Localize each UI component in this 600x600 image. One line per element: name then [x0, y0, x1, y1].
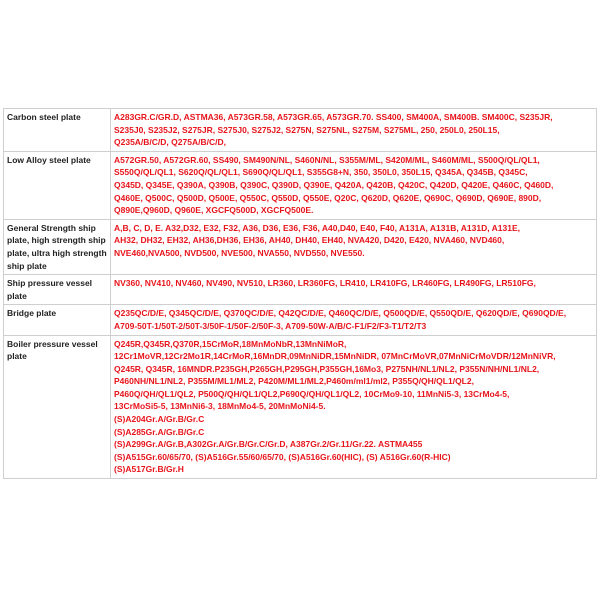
steel-grades-table [3, 108, 597, 479]
grade-line: NVE460,NVA500, NVD500, NVE500, NVA550, NVD550, NVE550. [114, 247, 365, 258]
grade-line: Q890E,Q960D, Q960E, XGCFQ500D, XGCFQ500E. [114, 205, 314, 216]
table-row [4, 219, 597, 274]
grade-line: Q235A/B/C/D, Q275A/B/C/D, [114, 137, 226, 148]
grade-line: P460NH/NL1/NL2, P355M/ML1/ML2, P420M/ML1/ML2,P460m/ml1/ml2, P355Q/QH/QL1/QL2, [114, 376, 474, 387]
table-row [4, 275, 597, 305]
grade-line: Q245R, Q345R, 16MNDR.P235GH,P265GH,P295GH,P355GH,16Mo3, P275NH/NL1/NL2, P355N/NH/NL1/NL2, [114, 363, 540, 374]
grade-line: 12Cr1MoVR,12Cr2Mo1R,14CrMoR,16MnDR,09MnNiDR,15MnNiDR, 07MnCrMoVR,07MnNiCrMoVDR/12MnNiVR, [114, 351, 556, 362]
grade-line: A709-50T-1/50T-2/50T-3/50F-1/50F-2/50F-3, A709-50W-A/B/C-F1/F2/F3-T1/T2/T3 [114, 320, 427, 331]
grade-line: Q345D, Q345E, Q390A, Q390B, Q390C, Q390D, Q390E, Q420A, Q420B, Q420C, Q420D, Q420E, Q460C, Q460D, [114, 179, 554, 190]
grade-line: A572GR.50, A572GR.60, SS490, SM490N/NL, S460N/NL, S355M/ML, S420M/ML, S460M/ML, S500Q/QL/QL1, [114, 154, 540, 165]
category-cell: Bridge plate [4, 305, 111, 335]
grades-cell [111, 109, 597, 152]
grade-line: P460Q/QH/QL1/QL2, P500Q/QH/QL1/QL2,P690Q/QH/QL1/QL2, 10CrMo9-10, 11MnNi5-3, 13CrMo4-5, [114, 388, 510, 399]
grade-line: NV360, NV410, NV460, NV490, NV510, LR360, LR360FG, LR410, LR410FG, LR460FG, LR490FG, LR510FG, [114, 278, 536, 289]
grade-line: S235J0, S235J2, S275JR, S275J0, S275J2, S275N, S275NL, S275M, S275ML, 250, 250L0, 250L15, [114, 124, 500, 135]
grade-line: Q235QC/D/E, Q345QC/D/E, Q370QC/D/E, Q42QC/D/E, Q460QC/D/E, Q500QD/E, Q550QD/E, Q620QD/E, Q690QD/E, [114, 308, 567, 319]
grade-line: Q245R,Q345R,Q370R,15CrMoR,18MnMoNbR,13MnNiMoR, [114, 338, 347, 349]
grade-line: 13CrMoSi5-5, 13MnNi6-3, 18MnMo4-5, 20MnMoNi4-5. [114, 401, 326, 412]
grade-line: S550Q/QL/QL1, S620Q/QL/QL1, S690Q/QL/QL1, S355G8+N, 350, 350L0, 350L15, Q345A, Q345B, Q345C, [114, 167, 528, 178]
grades-cell [111, 151, 597, 219]
category-cell: Ship pressure vessel plate [4, 275, 111, 305]
category-cell: Carbon steel plate [4, 109, 111, 152]
grade-line: A,B, C, D, E. A32,D32, E32, F32, A36, D36, E36, F36, A40,D40, E40, F40, A131A, A131B, A131D, A131E, [114, 222, 520, 233]
table-row [4, 151, 597, 219]
grade-line: AH32, DH32, EH32, AH36,DH36, EH36, AH40, DH40, EH40, NVA420, D420, E420, NVA460, NVD460, [114, 235, 505, 246]
category-cell: Boiler pressure vessel plate [4, 335, 111, 478]
table-row [4, 109, 597, 152]
category-cell: Low Alloy steel plate [4, 151, 111, 219]
grades-cell [111, 305, 597, 335]
grades-cell [111, 219, 597, 274]
grade-line: (S)A515Gr.60/65/70, (S)A516Gr.55/60/65/70, (S)A516Gr.60(HIC), (S) A516Gr.60(R-HIC) [114, 451, 451, 462]
steel-grades-table-container [3, 108, 597, 479]
category-cell: General Strength ship plate, high strength ship plate, ultra high strength ship plate [4, 219, 111, 274]
grade-line: (S)A299Gr.A/Gr.B,A302Gr.A/Gr.B/Gr.C/Gr.D, A387Gr.2/Gr.11/Gr.22. ASTMA455 [114, 439, 423, 450]
grade-line: (S)A285Gr.A/Gr.B/Gr.C [114, 426, 205, 437]
grades-cell [111, 335, 597, 478]
grade-line: (S)A204Gr.A/Gr.B/Gr.C [114, 414, 205, 425]
table-row [4, 335, 597, 478]
table-row [4, 305, 597, 335]
grade-line: Q460E, Q500C, Q500D, Q500E, Q550C, Q550D, Q550E, Q20C, Q620D, Q620E, Q690C, Q690D, Q690E, 890D, [114, 192, 542, 203]
grade-line: A283GR.C/GR.D, ASTMA36, A573GR.58, A573GR.65, A573GR.70. SS400, SM400A, SM400B. SM400C, S235JR, [114, 112, 553, 122]
grade-line: (S)A517Gr.B/Gr.H [114, 464, 184, 475]
grades-cell [111, 275, 597, 305]
